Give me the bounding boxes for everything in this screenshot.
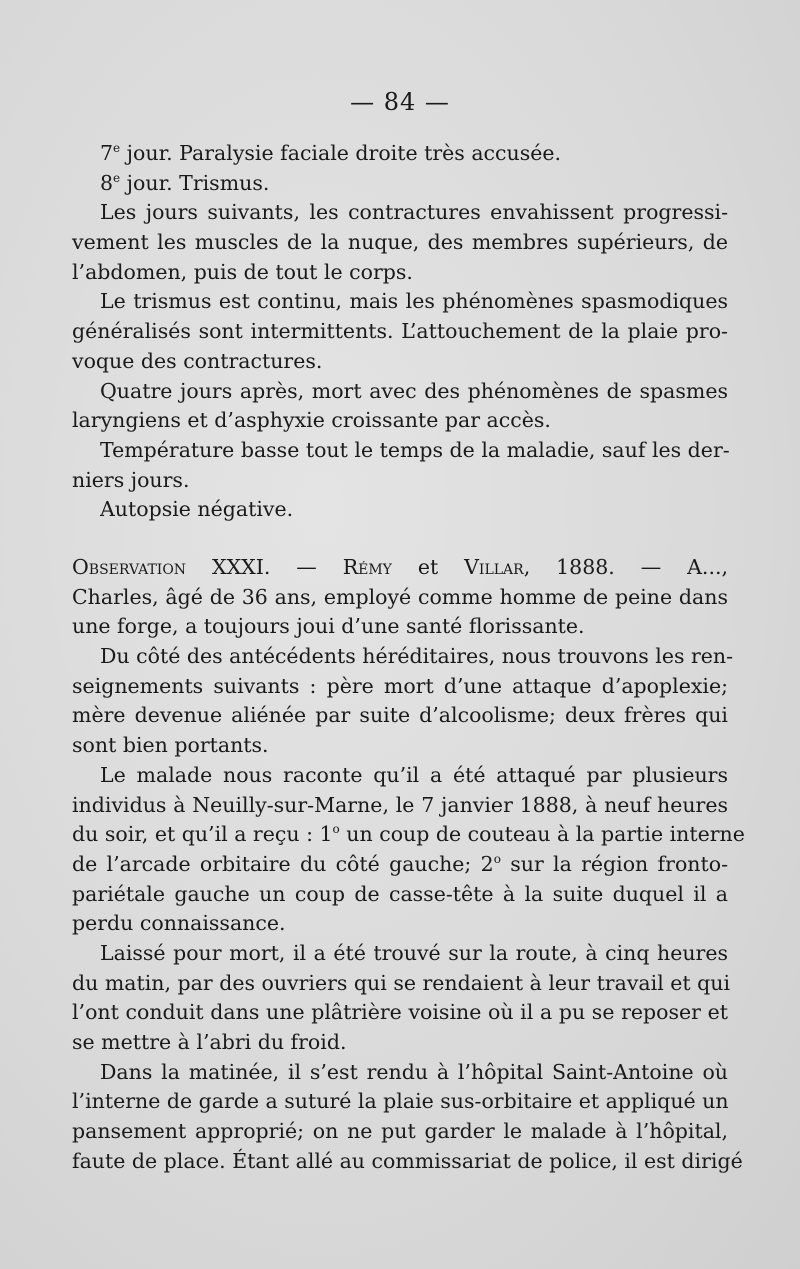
text-line: de l’arcade orbitaire du côté gauche; 2$^o$ sur la région fronto-	[72, 851, 728, 876]
text-line: du matin, par des ouvriers qui se rendaient à leur travail et qui	[72, 970, 731, 995]
text-line: Autopsie négative.	[100, 497, 294, 522]
observation-section	[72, 553, 745, 1176]
heading-label: Observation	[72, 555, 187, 579]
text-line: seignements suivants : père mort d’une attaque d’apoplexie;	[72, 673, 728, 698]
text-line: se mettre à l’abri du froid.	[72, 1030, 347, 1054]
text-line: voque des contractures.	[72, 348, 323, 373]
text-line: individus à Neuilly-sur-Marne, le 7 janvier 1888, à neuf heures	[72, 792, 728, 817]
text-line: Le trismus est continu, mais les phénomènes spasmodiques	[100, 289, 728, 314]
text-line: 7e jour. Paralysie faciale droite très accusée.	[100, 141, 562, 165]
text-line: Laissé pour mort, il a été trouvé sur la route, à cinq heures	[100, 940, 728, 965]
text-line: vement les muscles de la nuque, des membres supérieurs, de	[72, 230, 728, 255]
text-line: Les jours suivants, les contractures envahissent progressi-	[100, 200, 728, 225]
text-line: Le malade nous raconte qu’il a été attaqué par plusieurs	[100, 762, 728, 787]
case-summary-section	[72, 139, 728, 525]
text-line: 8e jour. Trismus.	[100, 170, 270, 195]
text-line: sont bien portants.	[72, 733, 269, 758]
text-line: l’ont conduit dans une plâtrière voisine où il a pu se reposer et	[72, 1000, 728, 1025]
text-line: du soir, et qu’il a reçu : 1$^o$ un coup de couteau à la partie interne	[72, 822, 745, 847]
text-line: mère devenue aliénée par suite d’alcoolisme; deux frères qui	[72, 703, 728, 728]
text-line: niers jours.	[72, 467, 190, 492]
text-line: l’interne de garde a suturé la plaie sus-orbitaire et appliqué un	[72, 1089, 729, 1114]
text-line: Dans la matinée, il s’est rendu à l’hôpital Saint-Antoine où	[100, 1059, 728, 1084]
text-line: l’abdomen, puis de tout le corps.	[72, 259, 413, 284]
text-line: Température basse tout le temps de la maladie, sauf les der-	[100, 437, 730, 462]
text-line: perdu connaissance.	[72, 911, 286, 936]
text-line: une forge, a toujours joui d’une santé florissante.	[72, 614, 585, 639]
page-number: — 84 —	[350, 88, 450, 116]
text-line: faute de place. Étant allé au commissariat de police, il est dirigé	[72, 1148, 743, 1173]
text-line: Du côté des antécédents héréditaires, nous trouvons les ren-	[100, 644, 734, 669]
text-line: pariétale gauche un coup de casse-tête à la suite duquel il a	[72, 881, 728, 906]
text-line: Charles, âgé de 36 ans, employé comme homme de peine dans	[72, 584, 728, 609]
text-line: laryngiens et d’asphyxie croissante par accès.	[72, 408, 551, 433]
observation-heading: Observation XXXI. — Rémy et Villar, 1888. — A...,	[72, 555, 728, 579]
text-line: généralisés sont intermittents. L’attouchement de la plaie pro-	[72, 319, 728, 344]
text-line: pansement approprié; on ne put garder le malade à l’hôpital,	[72, 1119, 728, 1144]
text-line: Quatre jours après, mort avec des phénomènes de spasmes	[100, 378, 728, 403]
